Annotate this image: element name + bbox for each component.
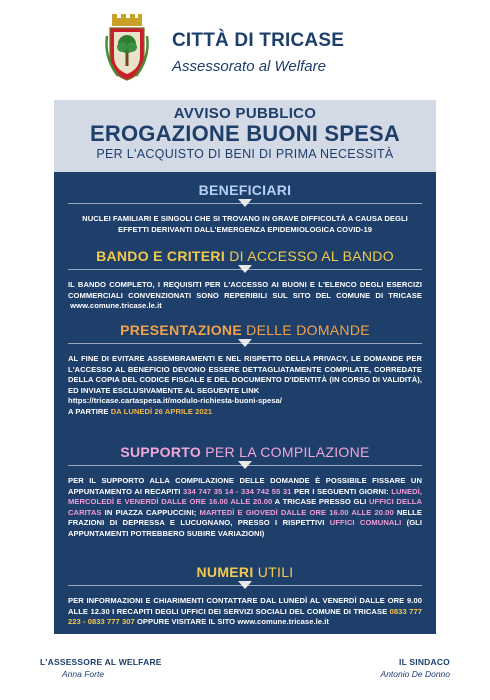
header bbox=[0, 0, 490, 100]
section-title-bold: SUPPORTO bbox=[120, 444, 202, 460]
section-title-rest: DI ACCESSO AL BANDO bbox=[225, 248, 394, 264]
notice-title: EROGAZIONE BUONI SPESA bbox=[90, 121, 400, 146]
section-title-rest: DELLE DOMANDE bbox=[241, 322, 370, 338]
section-title bbox=[54, 322, 436, 339]
section-bando bbox=[54, 248, 436, 312]
presentazione-text: AL FINE DI EVITARE ASSEMBRAMENTI E NEL RISPETTO DELLA PRIVACY, LE DOMANDE PER L'ACCESSO AL BENEFICIO DEVONO ESSERE DETTAGLIATAMENTE COMPILATE, CORREDATE DELLA COPIA DEL CODICE FISCALE E DEL DOCUMENTO D'IDENTITÀ (IN CORSO DI VALIDITÀ), ED INVIATE ESCLUSIVAMENTE AL SEGUENTE LINK bbox=[68, 354, 422, 395]
section-title-bold: NUMERI bbox=[196, 564, 254, 580]
city-title: CITTÀ DI TRICASE bbox=[172, 30, 345, 51]
section-title-rest: PER LA COMPILAZIONE bbox=[201, 444, 370, 460]
assessor-signature bbox=[40, 657, 162, 679]
content-panel bbox=[54, 172, 436, 634]
notice-title-box bbox=[54, 100, 436, 172]
support-days-1: LUNEDÌ, MERCOLEDÌ E VENERDÌ DALLE ORE 16.00 ALLE 20.00 bbox=[68, 486, 422, 507]
section-title-bold: BANDO E CRITERI bbox=[96, 248, 226, 264]
start-date: DA LUNEDÌ 26 APRILE 2021 bbox=[110, 406, 213, 416]
section-text bbox=[54, 476, 436, 540]
divider-line bbox=[68, 465, 422, 466]
section-numeri bbox=[54, 564, 436, 628]
support-phones: 334 747 35 14 - 334 742 55 31 bbox=[182, 486, 292, 496]
divider-line bbox=[68, 203, 422, 204]
numeri-text-1: PER INFORMAZIONI E CHIARIMENTI CONTATTARE DAL LUNEDÌ AL VENERDÌ DALLE ORE 9.00 ALLE 12.30 I RECAPITI DEGLI UFFICI DEI SERVIZI SOCIALI DEL COMUNE DI TRICASE bbox=[68, 596, 422, 616]
mayor-name: Antonio De Donno bbox=[380, 669, 450, 679]
mayor-signature bbox=[381, 657, 450, 679]
department-subtitle: Assessorato al Welfare bbox=[172, 58, 326, 75]
assessor-role: L'ASSESSORE AL WELFARE bbox=[40, 657, 162, 667]
section-text bbox=[54, 596, 436, 628]
section-title-bold: PRESENTAZIONE bbox=[120, 322, 242, 338]
supporto-text-6: (GLI APPUNTAMENTI POTREBBERO SUBIRE VARIAZIONI) bbox=[68, 518, 422, 538]
section-text: NUCLEI FAMILIARI E SINGOLI CHE SI TROVANO IN GRAVE DIFFICOLTÀ A CAUSA DEGLI EFFETTI DERIVANTI DALL'EMERGENZA EPIDEMIOLOGICA COVID-19 bbox=[82, 214, 408, 234]
website-link[interactable]: www.comune.tricase.le.it bbox=[237, 617, 329, 627]
website-link[interactable]: www.comune.tricase.le.it bbox=[70, 301, 162, 311]
supporto-text-5: NELLE FRAZIONI DI DEPRESSA E LUCUGNANO, PRESSO I RISPETTIVI bbox=[68, 507, 422, 528]
section-supporto bbox=[54, 444, 436, 540]
section-presentazione bbox=[54, 322, 436, 418]
notice-kicker: AVVISO PUBBLICO bbox=[173, 105, 317, 122]
section-title bbox=[54, 564, 436, 581]
start-date-prefix: A PARTIRE bbox=[68, 406, 111, 416]
section-title-bold: BENEFICIARI bbox=[198, 182, 292, 198]
notice-subtitle: PER L'ACQUISTO DI BENI DI PRIMA NECESSITÀ bbox=[96, 147, 394, 161]
bando-text: IL BANDO COMPLETO, I REQUISITI PER L'ACCESSO AI BUONI E L'ELENCO DEGLI ESERCIZI COMMERCIALI CONVENZIONATI SONO REPERIBILI SUL SITO DEL COMUNE DI TRICASE bbox=[68, 280, 422, 300]
divider-line bbox=[68, 269, 422, 270]
numeri-text-2: OPPURE VISITARE IL SITO bbox=[134, 617, 238, 627]
application-link[interactable]: https://tricase.cartaspesa.it/modulo-richiesta-buoni-spesa/ bbox=[68, 396, 282, 406]
support-place-2: UFFICI COMUNALI bbox=[329, 518, 402, 528]
support-days-2: MARTEDÌ E GIOVEDÌ DALLE ORE 16.00 ALLE 20.00 bbox=[199, 507, 394, 517]
supporto-text-1: PER IL SUPPORTO ALLA COMPILAZIONE DELLE DOMANDE È POSSIBILE FISSARE UN APPUNTAMENTO AI RECAPITI bbox=[68, 476, 422, 496]
section-title bbox=[54, 182, 436, 199]
section-beneficiari bbox=[54, 182, 436, 235]
supporto-text-3: A TRICASE PRESSO GLI bbox=[272, 497, 369, 507]
section-title-rest: UTILI bbox=[253, 564, 294, 580]
section-text bbox=[54, 280, 436, 312]
section-text bbox=[54, 354, 436, 418]
start-date-line bbox=[68, 407, 422, 418]
office-phones: 0833 777 223 - 0833 777 307 bbox=[68, 606, 423, 627]
supporto-text-4: IN PIAZZA CAPPUCCINI; bbox=[101, 507, 200, 517]
support-place-1: UFFICI DELLA CARITAS bbox=[68, 497, 422, 517]
divider-line bbox=[68, 343, 422, 344]
divider-line bbox=[68, 585, 422, 586]
section-title bbox=[54, 248, 436, 265]
supporto-text-2: PER I SEGUENTI GIORNI: bbox=[291, 486, 392, 496]
section-title bbox=[54, 444, 436, 461]
city-coat-of-arms-icon bbox=[104, 14, 150, 84]
mayor-role: IL SINDACO bbox=[399, 657, 450, 667]
assessor-name: Anna Forte bbox=[62, 669, 105, 679]
